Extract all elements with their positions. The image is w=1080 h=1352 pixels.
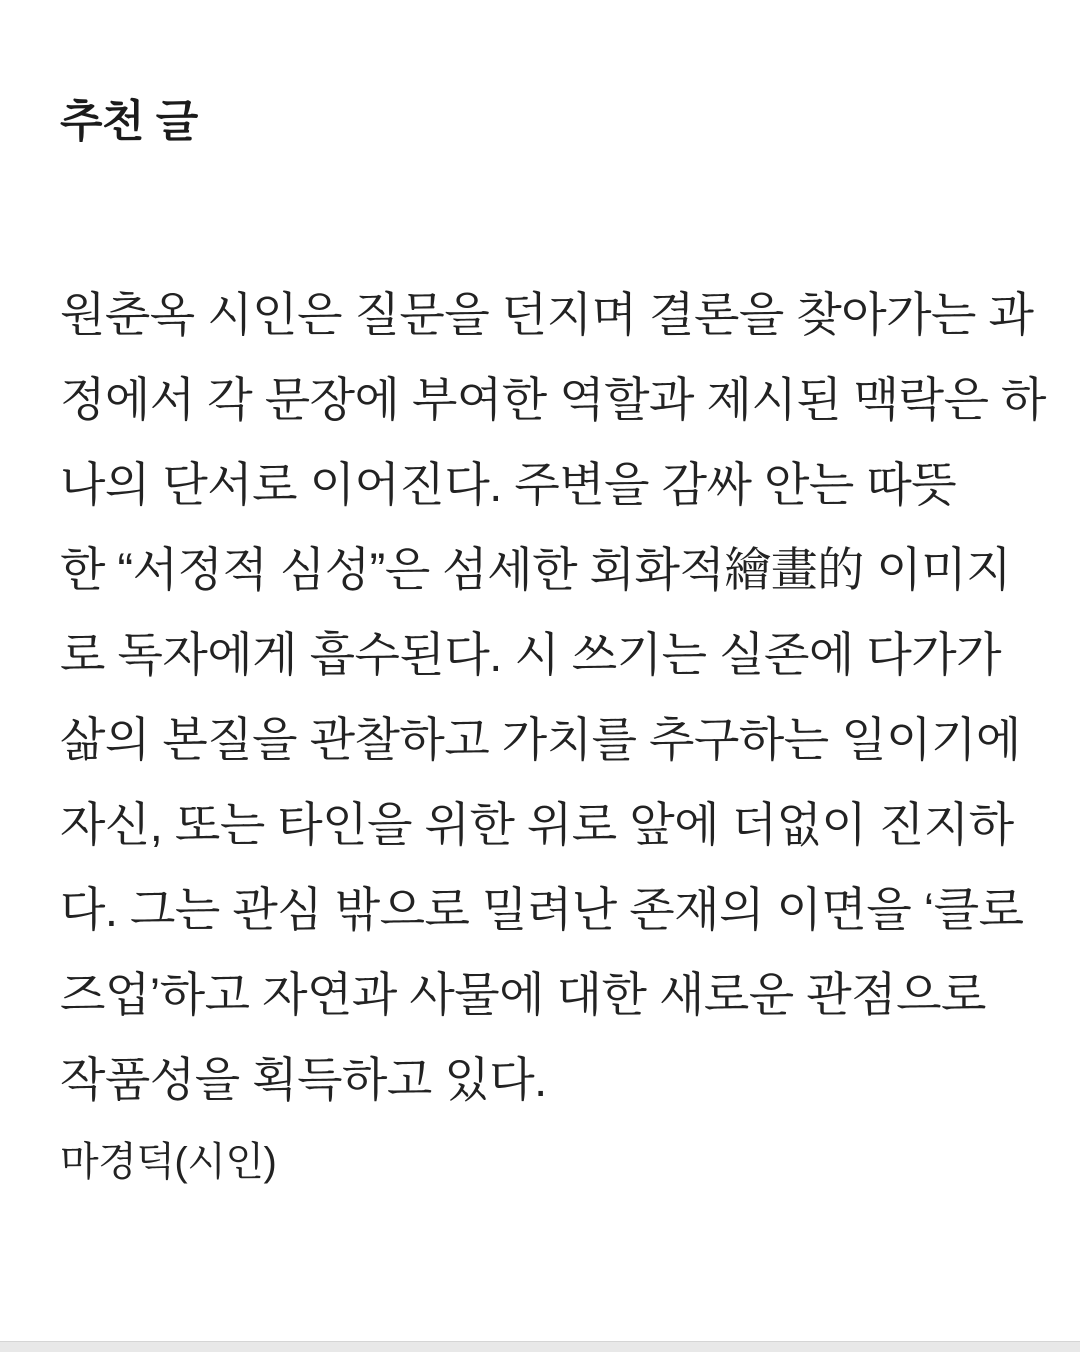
text-line: 작품성을 획득하고 있다. (60, 1053, 547, 1106)
text-line: 즈업’하고 자연과 사물에 대한 새로운 관점으로 (60, 968, 986, 1021)
text-line: 로 독자에게 흡수된다. 시 쓰기는 실존에 다가가 (60, 628, 1002, 681)
text-line: 정에서 각 문장에 부여한 역할과 제시된 맥락은 하 (60, 373, 1046, 426)
text-line: 자신, 또는 타인을 위한 위로 앞에 더없이 진지하 (60, 798, 1014, 851)
section-title: 추천 글 (60, 97, 198, 146)
text-line: 삶의 본질을 관찰하고 가치를 추구하는 일이기에 (60, 713, 1021, 766)
footer-divider (0, 1341, 1080, 1352)
text-line: 다. 그는 관심 밖으로 밀려난 존재의 이면을 ‘클로 (60, 883, 1024, 936)
text-line: 나의 단서로 이어진다. 주변을 감싸 안는 따뜻 (60, 458, 957, 511)
text-line: 한 “서정적 심성”은 섬세한 회화적繪畫的 이미지 (60, 543, 1012, 596)
text-line: 원춘옥 시인은 질문을 던지며 결론을 찾아가는 과 (60, 288, 1034, 341)
attribution: 마경덕(시인) (60, 1140, 277, 1184)
recommendation-body (60, 272, 1046, 1122)
